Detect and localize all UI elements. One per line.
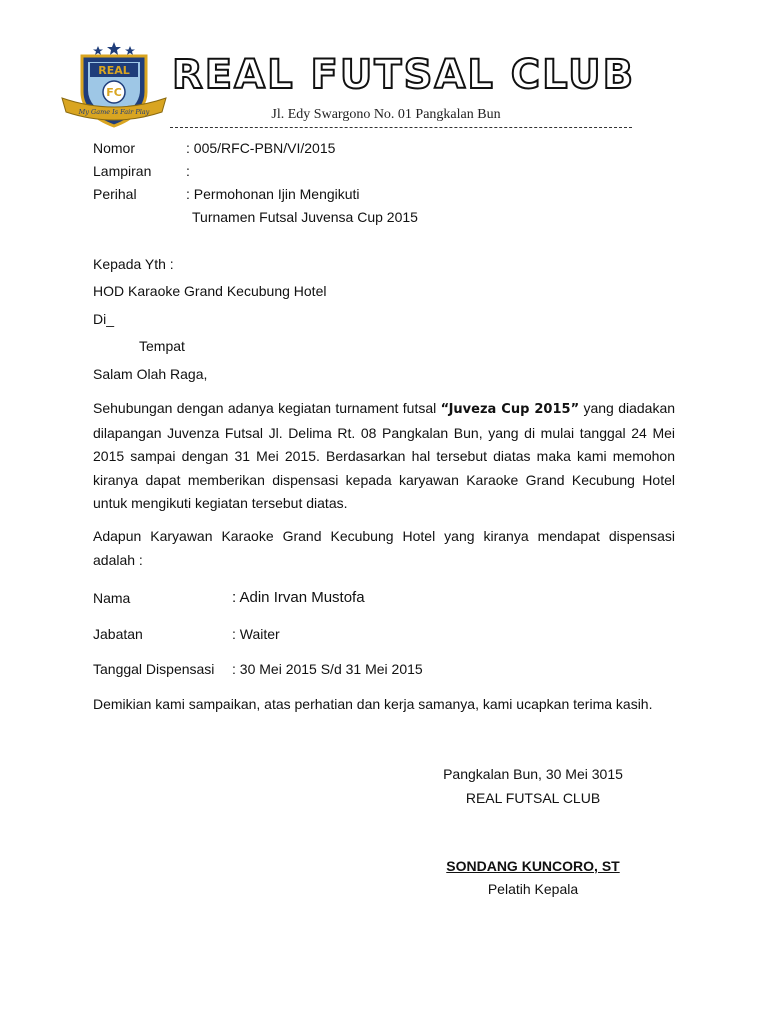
perihal-label: Perihal <box>93 186 137 202</box>
signature-place-date: Pangkalan Bun, 30 Mei 3015 <box>443 766 623 782</box>
signatory-name: SONDANG KUNCORO, ST <box>446 858 620 874</box>
logo-center-text: FC <box>106 86 122 99</box>
kepada-label: Kepada Yth : <box>93 256 174 272</box>
lampiran-label: Lampiran <box>93 163 152 179</box>
tanggal-value: : 30 Mei 2015 S/d 31 Mei 2015 <box>232 661 423 677</box>
club-name: REAL FUTSAL CLUB <box>172 52 636 98</box>
recipient-name: HOD Karaoke Grand Kecubung Hotel <box>93 283 327 299</box>
header-divider <box>170 127 632 128</box>
body-paragraph-1 <box>93 397 675 516</box>
recipient-place: Tempat <box>139 338 185 354</box>
perihal-value-2: Turnamen Futsal Juvensa Cup 2015 <box>192 209 418 225</box>
nama-label: Nama <box>93 590 131 606</box>
recipient-di: Di_ <box>93 311 115 327</box>
jabatan-value: : Waiter <box>232 626 280 642</box>
perihal-value-1: : Permohonan Ijin Mengikuti <box>186 186 360 202</box>
lampiran-value: : <box>186 163 190 179</box>
p1-before: Sehubungan dengan adanya kegiatan turnament futsal <box>93 400 441 416</box>
logo-top-text: REAL <box>98 64 130 77</box>
signature-org: REAL FUTSAL CLUB <box>465 790 601 806</box>
club-logo <box>60 40 168 130</box>
greeting: Salam Olah Raga, <box>93 366 208 382</box>
nomor-label: Nomor <box>93 140 136 156</box>
nomor-value: : 005/RFC-PBN/VI/2015 <box>186 140 336 156</box>
club-address: Jl. Edy Swargono No. 01 Pangkalan Bun <box>271 107 501 122</box>
signatory-title: Pelatih Kepala <box>487 881 579 897</box>
nama-value: : Adin Irvan Mustofa <box>232 589 365 606</box>
jabatan-label: Jabatan <box>93 626 143 642</box>
closing-sentence: Demikian kami sampaikan, atas perhatian dan kerja samanya, kami ucapkan terima kasih. <box>93 696 653 712</box>
p1-after: yang diadakan dilapangan Juvenza Futsal Jl. Delima Rt. 08 Pangkalan Bun, yang di mulai tanggal 24 Mei 2015 sampai dengan 31 Mei 2015. Berdasarkan hal tersebut diatas maka kami memohon kiranya dapat memberikan dispensasi kepada karyawan Karaoke Grand Kecubung Hotel untuk mengikuti kegiatan tersebut diatas. <box>93 400 676 511</box>
event-name: “Juveza Cup 2015” <box>440 402 580 417</box>
logo-banner-text: My Game Is Fair Play <box>78 108 150 116</box>
tanggal-label: Tanggal Dispensasi <box>93 661 215 677</box>
body-paragraph-2: Adapun Karyawan Karaoke Grand Kecubung Hotel yang kiranya mendapat dispensasi adalah : <box>93 528 675 568</box>
